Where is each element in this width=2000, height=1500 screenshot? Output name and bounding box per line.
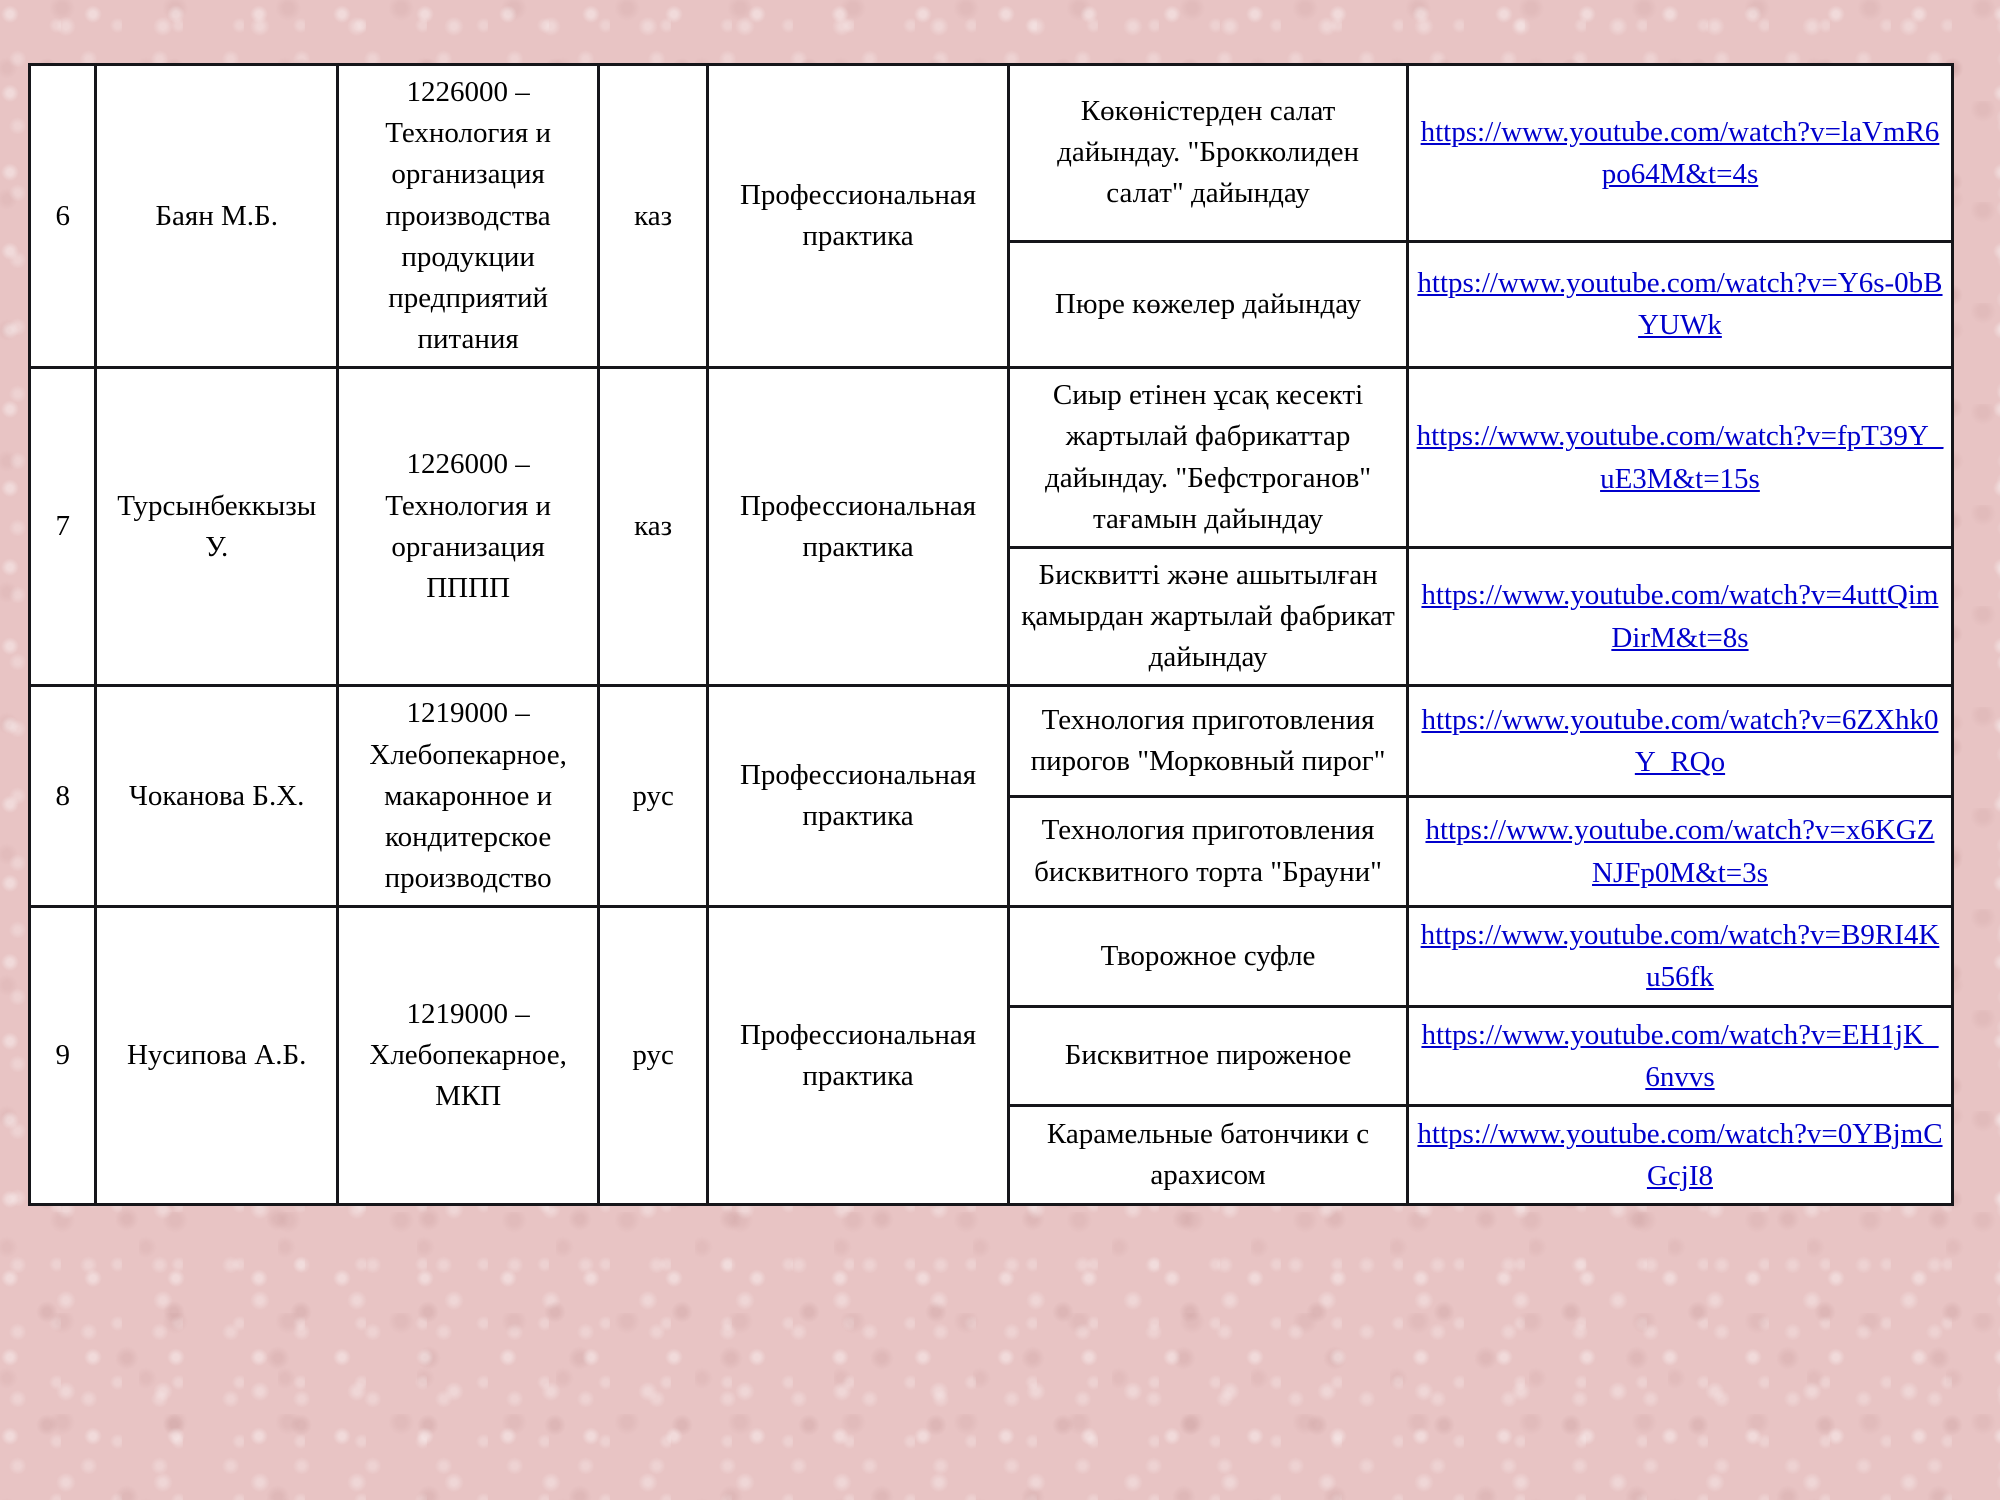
specialty-cell: 1219000 – Хлебопекарное, макаронное и кондитерское производство bbox=[337, 686, 598, 907]
language-cell: рус bbox=[599, 686, 708, 907]
practice-table-container bbox=[28, 63, 1954, 1206]
specialty-cell: 1226000 – Технология и организация ПППП bbox=[337, 368, 598, 686]
teacher-name-cell: Турсынбеккызы У. bbox=[96, 368, 337, 686]
video-link-cell[interactable] bbox=[1407, 547, 1952, 686]
video-link[interactable]: https://www.youtube.com/watch?v=laVmR6po64M&t=4s bbox=[1420, 115, 1940, 190]
video-link-cell[interactable] bbox=[1407, 241, 1952, 368]
table-row bbox=[30, 686, 1953, 796]
video-link[interactable]: https://www.youtube.com/watch?v=6ZXhk0Y_RQo bbox=[1421, 703, 1939, 779]
video-link[interactable]: https://www.youtube.com/watch?v=0YBjmCGcjI8 bbox=[1417, 1117, 1943, 1193]
row-number-cell: 9 bbox=[30, 907, 96, 1205]
teacher-name-cell: Чоканова Б.Х. bbox=[96, 686, 337, 907]
topic-cell: Пюре көжелер дайындау bbox=[1009, 241, 1408, 368]
video-link-cell[interactable] bbox=[1407, 65, 1952, 242]
topic-cell: Бисквитті және ашытылған қамырдан жартылай фабрикат дайындау bbox=[1009, 547, 1408, 686]
video-link-cell[interactable] bbox=[1407, 907, 1952, 1006]
practice-schedule-table bbox=[28, 63, 1954, 1206]
language-cell: каз bbox=[599, 65, 708, 368]
row-number-cell: 8 bbox=[30, 686, 96, 907]
video-link-cell[interactable] bbox=[1407, 1006, 1952, 1105]
language-cell: каз bbox=[599, 368, 708, 686]
teacher-name-cell: Нусипова А.Б. bbox=[96, 907, 337, 1205]
video-link[interactable]: https://www.youtube.com/watch?v=Y6s-0bBYUWk bbox=[1417, 267, 1943, 342]
video-link[interactable]: https://www.youtube.com/watch?v=x6KGZNJFp0M&t=3s bbox=[1425, 814, 1935, 889]
row-number-cell: 7 bbox=[30, 368, 96, 686]
video-link-cell[interactable] bbox=[1407, 1105, 1952, 1204]
table-row bbox=[30, 368, 1953, 548]
table-row bbox=[30, 907, 1953, 1006]
topic-cell: Бисквитное пироженое bbox=[1009, 1006, 1408, 1105]
topic-cell: Көкөністерден салат дайындау. "Брокколиден салат" дайындау bbox=[1009, 65, 1408, 242]
practice-type-cell: Профессиональная практика bbox=[707, 368, 1008, 686]
video-link-cell[interactable] bbox=[1407, 368, 1952, 548]
topic-cell: Творожное суфле bbox=[1009, 907, 1408, 1006]
specialty-cell: 1219000 – Хлебопекарное, МКП bbox=[337, 907, 598, 1205]
video-link-cell[interactable] bbox=[1407, 686, 1952, 796]
topic-cell: Технология приготовления пирогов "Морковный пирог" bbox=[1009, 686, 1408, 796]
topic-cell: Сиыр етінен ұсақ кесекті жартылай фабрикаттар дайындау. "Бефстроганов" тағамын дайындау bbox=[1009, 368, 1408, 548]
specialty-cell: 1226000 – Технология и организация производства продукции предприятий питания bbox=[337, 65, 598, 368]
topic-cell: Технология приготовления бисквитного торта "Брауни" bbox=[1009, 796, 1408, 906]
video-link[interactable]: https://www.youtube.com/watch?v=fpT39Y_uE3M&t=15s bbox=[1416, 420, 1944, 495]
practice-type-cell: Профессиональная практика bbox=[707, 686, 1008, 907]
row-number-cell: 6 bbox=[30, 65, 96, 368]
video-link[interactable]: https://www.youtube.com/watch?v=B9RI4Ku56fk bbox=[1420, 919, 1940, 994]
video-link[interactable]: https://www.youtube.com/watch?v=EH1jK_6nvvs bbox=[1421, 1018, 1939, 1093]
table-body bbox=[30, 65, 1953, 1205]
table-row bbox=[30, 65, 1953, 242]
teacher-name-cell: Баян М.Б. bbox=[96, 65, 337, 368]
practice-type-cell: Профессиональная практика bbox=[707, 907, 1008, 1205]
practice-type-cell: Профессиональная практика bbox=[707, 65, 1008, 368]
video-link[interactable]: https://www.youtube.com/watch?v=4uttQimDirM&t=8s bbox=[1421, 579, 1939, 654]
topic-cell: Карамельные батончики с арахисом bbox=[1009, 1105, 1408, 1204]
language-cell: рус bbox=[599, 907, 708, 1205]
video-link-cell[interactable] bbox=[1407, 796, 1952, 906]
